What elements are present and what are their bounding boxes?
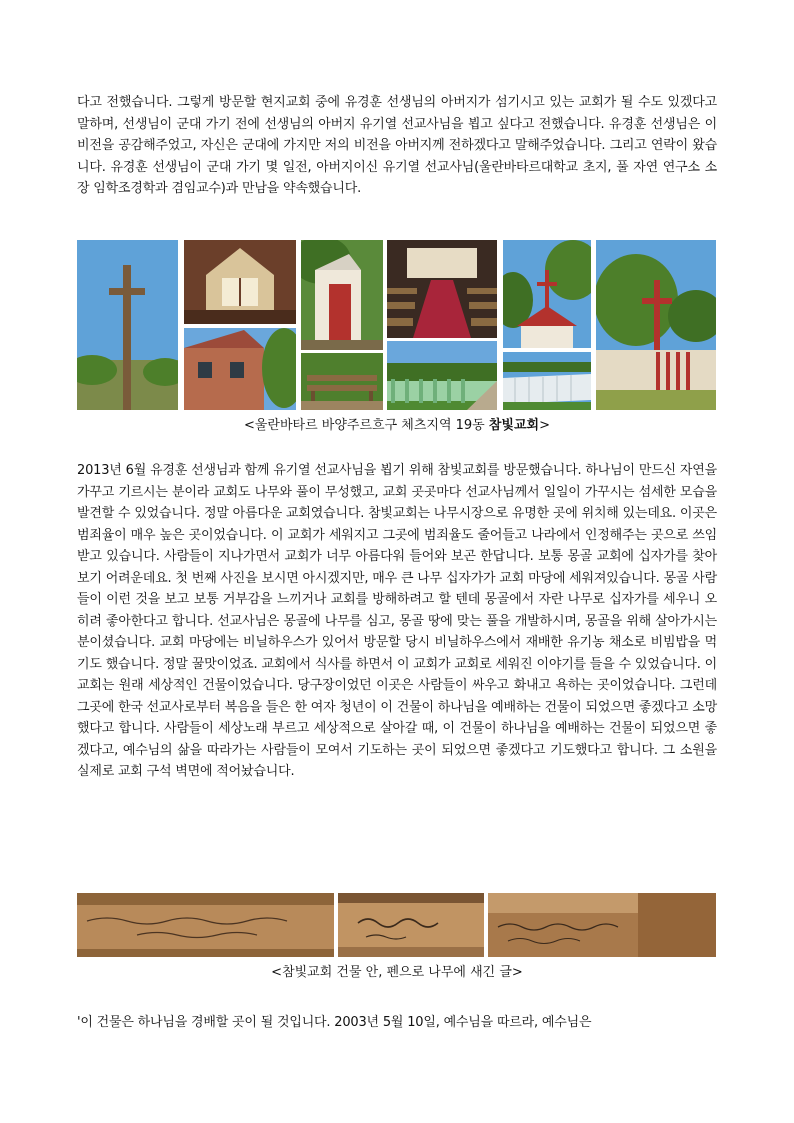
photo-wood-inscription-1 [77,893,334,957]
caption-wood-inscription: <참빛교회 건물 안, 펜으로 나무에 새긴 글> [271,965,523,980]
photo-garden-bench [301,353,383,410]
photo-outhouse [301,240,383,350]
paragraph-inscription-quote: '이 건물은 하나님을 경배할 곳이 될 것입니다. 2003년 5월 10일, 예수님을 따르라, 예수님은 [77,1015,592,1030]
photo-church-gate [596,240,716,410]
photo-church-window [184,240,296,324]
photo-brick-house [184,328,296,410]
caption-church-photos: <울란바타르 바양주르흐구 체츠지역 19동 참빛교회> [243,418,551,433]
photo-green-fence [387,341,497,410]
photo-wood-inscription-2 [338,893,484,957]
paragraph-intro: 다고 전했습니다. 그렇게 방문할 현지교회 중에 유경훈 선생님의 아버지가 섬기시고 있는 교회가 될 수도 있겠다고 말하며, 선생님이 군대 가기 전에 선생님의 아버지 유기열 선교사님을 뵙고 싶다고 전했습니다. 유경훈 선생님은 이 비전을 공감해주었고, 자신은 군대에 가지만 저의 비전을 아버지께 전하겠다고 말해주었습니다. 그리고 연락이 왔습니다. 유경훈 선생님이 군대 가기 몇 일전, 아버지이신 유기열 선교사님(울란바타르대학교 초지, 풀 자연 연구소 소장 임학조경학과 겸임교수)과 만남을 약속했습니다. [77,95,717,196]
photo-wooden-cross [77,240,178,410]
paragraph-church-visit: 2013년 6월 유경훈 선생님과 함께 유기열 선교사님을 뵙기 위해 참빛교회를 방문했습니다. 하나님이 만드신 자연을 가꾸고 기르시는 분이라 교회도 나무와 풀이 무성했고, 교회 곳곳마다 선교사님께서 일일이 가꾸시는 섬세한 모습을 발견할 수 있었습니다. 정말 아름다운 교회였습니다. 참빛교회는 나무시장으로 유명한 곳에 위치해 있는데요. 이곳은 범죄율이 매우 높은 곳이었습니다. 이 교회가 세워지고 그곳에 범죄율도 줄어들고 나라에서 인정해주는 곳으로 쓰임받고 있습니다. 사람들이 지나가면서 교회가 너무 아름다워 들어와 보곤 한답니다. 보통 몽골 교회에 십자가를 찾아보기 어려운데요. 첫 번째 사진을 보시면 아시겠지만, 매우 큰 나무 십자가가 교회 마당에 세워져있습니다. 몽골 사람들이 이런 것을 보고 보통 거부감을 느끼거나 교회를 방해하려고 할 텐데 몽골에서 자란 나무로 십자가를 세우니 오히려 좋아한다고 합니다. 선교사님은 몽골에 나무를 심고, 몽골 땅에 맞는 풀을 개발하시며, 몽골을 위해 살아가시는 분이셨습니다. 교회 마당에는 비닐하우스가 있어서 방문할 당시 비닐하우스에서 재배한 유기농 채소로 비빔밥을 먹기도 했습니다. 정말 꿀맛이었죠. 교회에서 식사를 하면서 이 교회가 교회로 세워진 이야기를 들을 수 있었습니다. 이 교회는 원래 세상적인 건물이었습니다. 당구장이었던 이곳은 사람들이 싸우고 화내고 욕하는 곳이었습니다. 그런데 그곳에 한국 선교사로부터 복음을 들은 한 여자 청년이 이 건물이 하나님을 예배하는 건물이 되었으면 좋겠다고 소망했다고 합니다. 사람들이 세상노래 부르고 세상적으로 살아갈 때, 이 건물이 하나님을 예배하는 건물이 되었으면 좋겠다고, 예수님의 삶을 따라가는 사람들이 모여서 기도하는 곳이 되었으면 좋겠다고 기도했다고 합니다. 그 소원을 실제로 교회 구석 벽면에 적어놨습니다. [77,463,717,779]
photo-church-interior [387,240,497,338]
photo-red-roof-cross [503,240,591,348]
photo-wood-inscription-3 [488,893,716,957]
photo-greenhouse [503,352,591,410]
